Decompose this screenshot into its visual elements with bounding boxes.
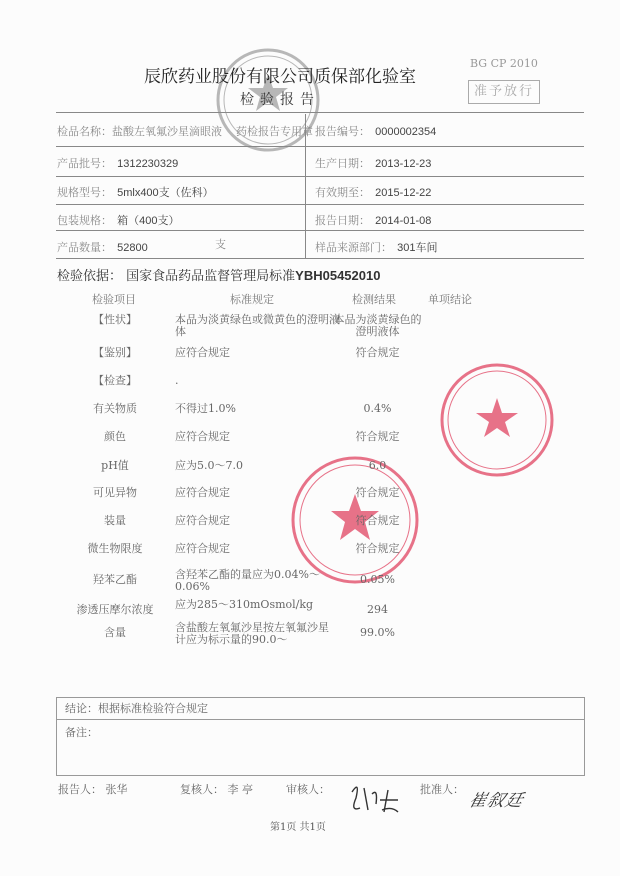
row-result: 294 bbox=[367, 603, 388, 616]
reviewer-label: 审核人： bbox=[286, 783, 330, 796]
row-item: 微生物限度 bbox=[87, 542, 143, 555]
row-result: 符合规定 bbox=[355, 514, 400, 527]
row-result: 99.0% bbox=[360, 626, 395, 639]
inspection-basis: 检验依据： 国家食品药品监督管理局标准YBH05452010 bbox=[57, 268, 381, 284]
row-standard: . bbox=[175, 374, 179, 387]
header-item: 检验项目 bbox=[92, 293, 136, 306]
header-conclusion: 单项结论 bbox=[428, 293, 472, 306]
row-standard: 应符合规定 bbox=[175, 514, 230, 527]
row-standard: 含盐酸左氧氟沙星按左氧氟沙星 计应为标示量的90.0～ bbox=[175, 621, 329, 646]
row-item: pH值 bbox=[101, 459, 129, 472]
row-item: 含量 bbox=[104, 626, 126, 639]
reporter: 报告人： 张华 bbox=[58, 783, 128, 796]
row-result: 符合规定 bbox=[355, 542, 400, 555]
form-code: BG CP 2010 bbox=[470, 57, 538, 70]
row-item: 可见异物 bbox=[93, 486, 137, 499]
row-result: 符合规定 bbox=[355, 346, 400, 359]
row-item: 【鉴别】 bbox=[93, 346, 137, 359]
row-standard: 应为5.0～7.0 bbox=[175, 459, 243, 472]
info-row: 报告日期： 2014-01-08 bbox=[315, 214, 432, 227]
row-item: 装量 bbox=[104, 514, 126, 527]
remarks-label: 备注： bbox=[65, 726, 98, 739]
report-subtitle: 检验报告 bbox=[240, 92, 320, 108]
info-row: 规格型号： 5mlx400支（佐科） bbox=[57, 186, 214, 199]
row-result: 本品为淡黄绿色的澄明液体 bbox=[333, 313, 422, 338]
row-standard: 本品为淡黄绿色或微黄色的澄明液体 bbox=[175, 313, 340, 338]
reviewer-signature bbox=[352, 787, 398, 812]
row-standard: 不得过1.0% bbox=[175, 402, 236, 415]
red-quality-stamp bbox=[442, 365, 552, 475]
row-standard: 应符合规定 bbox=[175, 346, 230, 359]
row-standard: 应为285～310mOsmol/kg bbox=[175, 598, 314, 611]
row-result: 符合规定 bbox=[355, 430, 400, 443]
row-result: 符合规定 bbox=[355, 486, 400, 499]
row-item: 【性状】 bbox=[93, 313, 137, 326]
conclusion-text: 结论：根据标准检验符合规定 bbox=[65, 702, 208, 715]
row-item: 有关物质 bbox=[93, 402, 137, 415]
info-row: 产品批号： 1312230329 bbox=[57, 157, 179, 170]
checker: 复核人： 李 亭 bbox=[180, 783, 253, 796]
row-item: 羟苯乙酯 bbox=[93, 573, 137, 586]
approver-label: 批准人： bbox=[420, 783, 464, 796]
info-row: 有效期至： 2015-12-22 bbox=[315, 186, 432, 199]
row-standard: 含羟苯乙酯的量应为0.04%～0.06% bbox=[175, 568, 320, 593]
info-row: 报告编号： 0000002354 bbox=[315, 125, 437, 138]
conclusion-box bbox=[56, 697, 585, 776]
info-row: 检品名称：盐酸左氧氟沙星滴眼液 药检报告专用章 bbox=[57, 125, 313, 138]
header-result: 检测结果 bbox=[352, 293, 396, 306]
release-stamp: 准予放行 bbox=[468, 80, 540, 104]
approver-signature: 崔叙廷 bbox=[466, 791, 527, 811]
row-item: 【检查】 bbox=[93, 374, 137, 387]
row-result: 0.05% bbox=[360, 573, 395, 586]
row-result: 0.4% bbox=[363, 402, 392, 415]
report-title: 辰欣药业股份有限公司质保部化验室 bbox=[144, 67, 416, 87]
row-item: 颜色 bbox=[104, 430, 126, 443]
header-standard: 标准规定 bbox=[230, 293, 274, 306]
info-row: 包装规格： 箱（400支） bbox=[57, 214, 180, 227]
info-row: 样品来源部门： 301车间 bbox=[315, 241, 438, 254]
row-standard: 应符合规定 bbox=[175, 542, 230, 555]
page-number: 第1页 共1页 bbox=[270, 822, 326, 833]
row-result: 6.0 bbox=[368, 459, 387, 472]
row-item: 渗透压摩尔浓度 bbox=[76, 603, 154, 616]
row-standard: 应符合规定 bbox=[175, 430, 230, 443]
info-row: 生产日期： 2013-12-23 bbox=[315, 157, 432, 170]
info-row: 产品数量： 52800 支 bbox=[57, 238, 226, 254]
divider bbox=[57, 719, 584, 720]
row-standard: 应符合规定 bbox=[175, 486, 230, 499]
